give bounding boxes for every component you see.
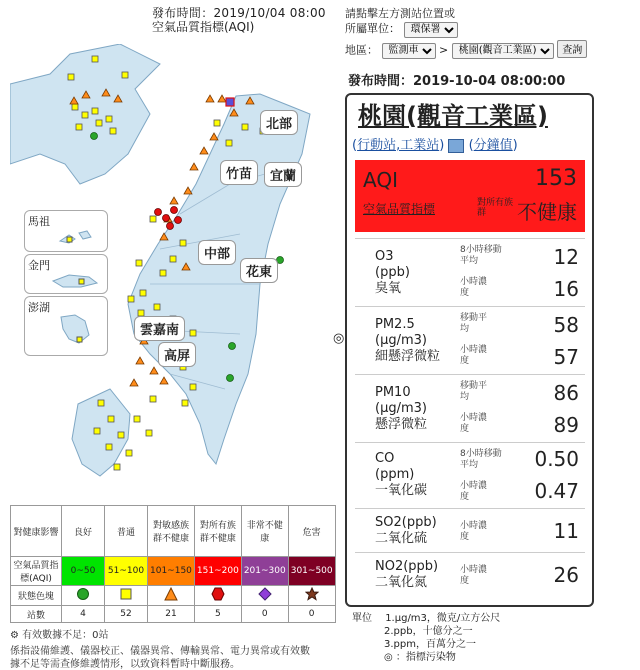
unit-select[interactable]: [404, 22, 458, 38]
query-button[interactable]: 查詢: [557, 40, 587, 58]
unit-ppm: 3.ppm，百萬分之一: [384, 639, 476, 650]
instruction-text: 請點擊左方測站位置或: [345, 7, 455, 20]
station-moderate: [150, 216, 156, 222]
station-moderate: [82, 112, 88, 118]
region-label-yilan[interactable]: 宜蘭: [264, 162, 302, 187]
legend-count-good: 4: [62, 606, 105, 623]
legend-symbol-moderate: [105, 586, 148, 606]
units-legend: [352, 612, 500, 664]
station-moderate: [106, 444, 112, 450]
station-type-link[interactable]: 行動站,工業站: [357, 138, 440, 153]
legend-range-unhealthy: 151~200: [194, 557, 241, 586]
aqi-label: AQI: [363, 168, 398, 192]
pollutant-name-no2: NO2(ppb) 二氧化氮: [375, 559, 439, 590]
station-links: (行動站,工業站) (分鐘值): [352, 138, 518, 153]
pm25-value-hourly: 57: [553, 345, 579, 369]
unit-ugm3: 1.μg/m3，微克/立方公尺: [385, 613, 501, 624]
station-name: 桃園(觀音工業區): [358, 102, 548, 130]
co-note-2: 小時濃度: [460, 481, 488, 502]
pm25-note-2: 小時濃度: [460, 345, 488, 366]
o3-note-1: 8小時移動平均: [460, 245, 502, 266]
orange-triangle-icon: [164, 587, 178, 601]
inset-kinmen-label: 金門: [28, 259, 50, 272]
selected-station-marker: [226, 98, 234, 106]
station-sensitive: [206, 95, 214, 102]
pm10-value-hourly: 89: [553, 413, 579, 437]
station-moderate: [106, 116, 112, 122]
pollutant-name-pm10: PM10 (μg/m3) 懸浮微粒: [375, 385, 428, 432]
legend-count-very-unhealthy: 0: [241, 606, 288, 623]
pm10-value-moving: 86: [553, 381, 579, 405]
region-label-zhumiao[interactable]: 竹苗: [220, 160, 258, 185]
red-hexagon-icon: [211, 587, 225, 601]
area-select[interactable]: [382, 43, 436, 59]
station-moderate: [72, 104, 78, 110]
unit-label: 所屬單位：: [345, 22, 400, 35]
station-unhealthy: [163, 215, 170, 222]
legend-aqi-label: 空氣品質指標(AQI): [11, 557, 62, 586]
station-unhealthy: [155, 209, 162, 216]
station-sensitive: [210, 133, 218, 140]
station-unhealthy: [171, 207, 178, 214]
insufficient-data-icon: ⚙: [10, 630, 19, 641]
station-good: [227, 375, 234, 382]
legend-symbol-unhealthy: [194, 586, 241, 606]
station-moderate: [150, 396, 156, 402]
station-sensitive: [190, 163, 198, 170]
region-label-huadong[interactable]: 花東: [240, 258, 278, 283]
chart-icon[interactable]: [448, 139, 464, 153]
station-sensitive: [136, 357, 144, 364]
station-moderate: [180, 240, 186, 246]
maroon-star-icon: [305, 587, 319, 601]
pollutant-name-pm25: PM2.5 (μg/m3) 細懸浮微粒: [375, 317, 441, 364]
area-label: 地區：: [345, 43, 378, 56]
so2-value-hourly: 11: [553, 519, 579, 543]
station-moderate: [214, 120, 220, 126]
main-pollutant-desc: ：指標污染物: [395, 652, 456, 663]
legend-symbol-good: [62, 586, 105, 606]
station-moderate: [76, 124, 82, 130]
main-pollutant-note: [384, 651, 500, 664]
station-moderate: [110, 128, 116, 134]
legend-cat-hazardous: 危害: [288, 506, 335, 557]
o3-value-hourly: 16: [553, 277, 579, 301]
station-sensitive: [218, 95, 226, 102]
legend-symbol-label: 狀態色塊: [11, 586, 62, 606]
minute-value-link[interactable]: 分鐘值: [473, 138, 513, 153]
note-insufficient: [10, 626, 109, 641]
station-good: [91, 133, 98, 140]
station-sensitive: [184, 187, 192, 194]
station-moderate: [134, 416, 140, 422]
station-moderate: [96, 120, 102, 126]
station-moderate: [128, 296, 134, 302]
station-sensitive: [130, 379, 138, 386]
legend-count-sensitive: 21: [148, 606, 195, 623]
publish-time: 發布時間：2019/10/04 08:00: [152, 6, 326, 20]
station-sensitive: [200, 147, 208, 154]
legend-count-unhealthy: 5: [194, 606, 241, 623]
legend-cat-moderate: 普通: [105, 506, 148, 557]
purple-diamond-icon: [258, 587, 272, 601]
station-moderate: [154, 304, 160, 310]
legend-count-moderate: 52: [105, 606, 148, 623]
station-moderate: [226, 140, 232, 146]
note-maintenance-line2: 據不足等需查修維護情形，以致資料暫時中斷服務。: [10, 659, 240, 670]
so2-note: 小時濃度: [460, 521, 488, 542]
o3-value-8hr: 12: [553, 245, 579, 269]
aqi-group-label: 對所有族群: [477, 198, 514, 218]
aqi-status-text: 不健康: [517, 200, 577, 224]
unit-ppb: 2.ppb，十億分之一: [384, 626, 473, 637]
units-label: 單位: [352, 613, 372, 624]
region-label-central[interactable]: 中部: [198, 240, 236, 265]
station-moderate: [122, 72, 128, 78]
co-value-8hr: 0.50: [534, 447, 579, 471]
pollutant-row-pm10: [355, 374, 585, 443]
station-select[interactable]: [452, 43, 554, 59]
pollutant-row-pm25: [333, 306, 585, 375]
legend-symbol-very-unhealthy: [241, 586, 288, 606]
pollutant-name-so2: SO2(ppb) 二氧化硫: [375, 515, 437, 546]
taiwan-station-map: [10, 44, 335, 499]
station-moderate: [92, 108, 98, 114]
legend-header-label: 對健康影響: [11, 506, 62, 557]
station-unhealthy: [175, 217, 182, 224]
o3-note-2: 小時濃度: [460, 277, 488, 298]
co-value-hourly: 0.47: [534, 479, 579, 503]
legend-cat-good: 良好: [62, 506, 105, 557]
no2-value-hourly: 26: [553, 563, 579, 587]
station-moderate: [190, 384, 196, 390]
no2-note: 小時濃度: [460, 565, 488, 586]
station-moderate: [108, 416, 114, 422]
main-pollutant-mark: ◎: [333, 331, 345, 346]
main-pollutant-symbol: ◎: [384, 652, 393, 663]
legend-symbol-sensitive: [148, 586, 195, 606]
station-moderate: [170, 256, 176, 262]
legend-range-very-unhealthy: 201~300: [241, 557, 288, 586]
station-moderate: [126, 450, 132, 456]
station-publish-time: 發布時間：2019-10-04 08:00:00: [348, 74, 566, 89]
inset-penghu[interactable]: [24, 296, 108, 356]
legend-count-hazardous: 0: [288, 606, 335, 623]
station-moderate: [114, 464, 120, 470]
matsu-island-shape: [55, 227, 95, 247]
pollutant-row-no2: [355, 552, 585, 599]
station-moderate: [118, 432, 124, 438]
station-moderate: [242, 124, 248, 130]
legend-range-good: 0~50: [62, 557, 105, 586]
pm25-value-moving: 58: [553, 313, 579, 337]
pm10-note-2: 小時濃度: [460, 413, 488, 434]
station-good: [92, 56, 98, 62]
station-moderate: [190, 330, 196, 336]
inset-matsu[interactable]: [24, 210, 108, 252]
taiwan-island-shape: [128, 94, 310, 464]
station-moderate: [140, 290, 146, 296]
inset-penghu-label: 澎湖: [28, 301, 50, 314]
note-insufficient-text: 有效數據不足：0站: [22, 630, 109, 641]
region-label-gaoping[interactable]: 高屏: [158, 342, 196, 367]
note-maintenance-line1: 係指設備維護、儀器校正、儀器異常、傳輸異常、電力異常或有效數: [10, 646, 310, 657]
kinmen-island-shape: [45, 269, 103, 291]
station-good: [229, 343, 236, 350]
aqi-status-box: [355, 160, 585, 232]
region-label-north[interactable]: 北部: [260, 110, 298, 135]
legend-count-label: 站數: [11, 606, 62, 623]
units-row-1: [352, 612, 500, 625]
station-sensitive: [160, 377, 168, 384]
station-moderate: [68, 74, 74, 80]
pollutant-name-o3: O3 (ppb) 臭氧: [375, 249, 410, 296]
station-moderate: [94, 428, 100, 434]
legend-range-moderate: 51~100: [105, 557, 148, 586]
station-unhealthy: [167, 223, 174, 230]
pm25-note-1: 移動平均: [460, 313, 488, 334]
inset-matsu-label: 馬祖: [28, 215, 50, 228]
aqi-legend-table: [10, 505, 336, 623]
station-moderate: [160, 270, 166, 276]
pollutant-row-co: [355, 442, 585, 509]
station-sensitive: [170, 197, 178, 204]
region-label-yunjianan[interactable]: 雲嘉南: [134, 316, 185, 341]
map-caption: 空氣品質指標(AQI): [152, 20, 255, 34]
unit-row: [345, 21, 587, 38]
station-selector-panel: [345, 6, 587, 59]
pollutant-row-o3: [355, 238, 585, 307]
station-moderate: [98, 400, 104, 406]
yellow-square-icon: [119, 587, 133, 601]
legend-range-hazardous: 301~500: [288, 557, 335, 586]
legend-range-sensitive: 101~150: [148, 557, 195, 586]
arrow-separator: >: [439, 43, 449, 56]
legend-cat-very-unhealthy: 非常不健康: [241, 506, 288, 557]
pollutant-name-co: CO (ppm) 一氧化碳: [375, 451, 428, 498]
penghu-island-shape: [49, 311, 103, 351]
station-moderate: [136, 260, 142, 266]
area-row: [345, 40, 587, 59]
aqi-sublabel-link[interactable]: 空氣品質指標: [363, 202, 436, 216]
pm10-note-1: 移動平均: [460, 381, 488, 402]
legend-cat-sensitive: 對敏感族群不健康: [148, 506, 195, 557]
pollutant-row-so2: [355, 508, 585, 553]
inset-kinmen[interactable]: [24, 254, 108, 294]
station-sensitive: [150, 367, 158, 374]
co-note-1: 8小時移動平均: [460, 449, 502, 470]
aqi-value: 153: [535, 166, 577, 191]
station-moderate: [146, 430, 152, 436]
legend-symbol-hazardous: [288, 586, 335, 606]
legend-cat-unhealthy: 對所有族群不健康: [194, 506, 241, 557]
station-moderate: [182, 400, 188, 406]
green-circle-icon: [76, 587, 90, 601]
